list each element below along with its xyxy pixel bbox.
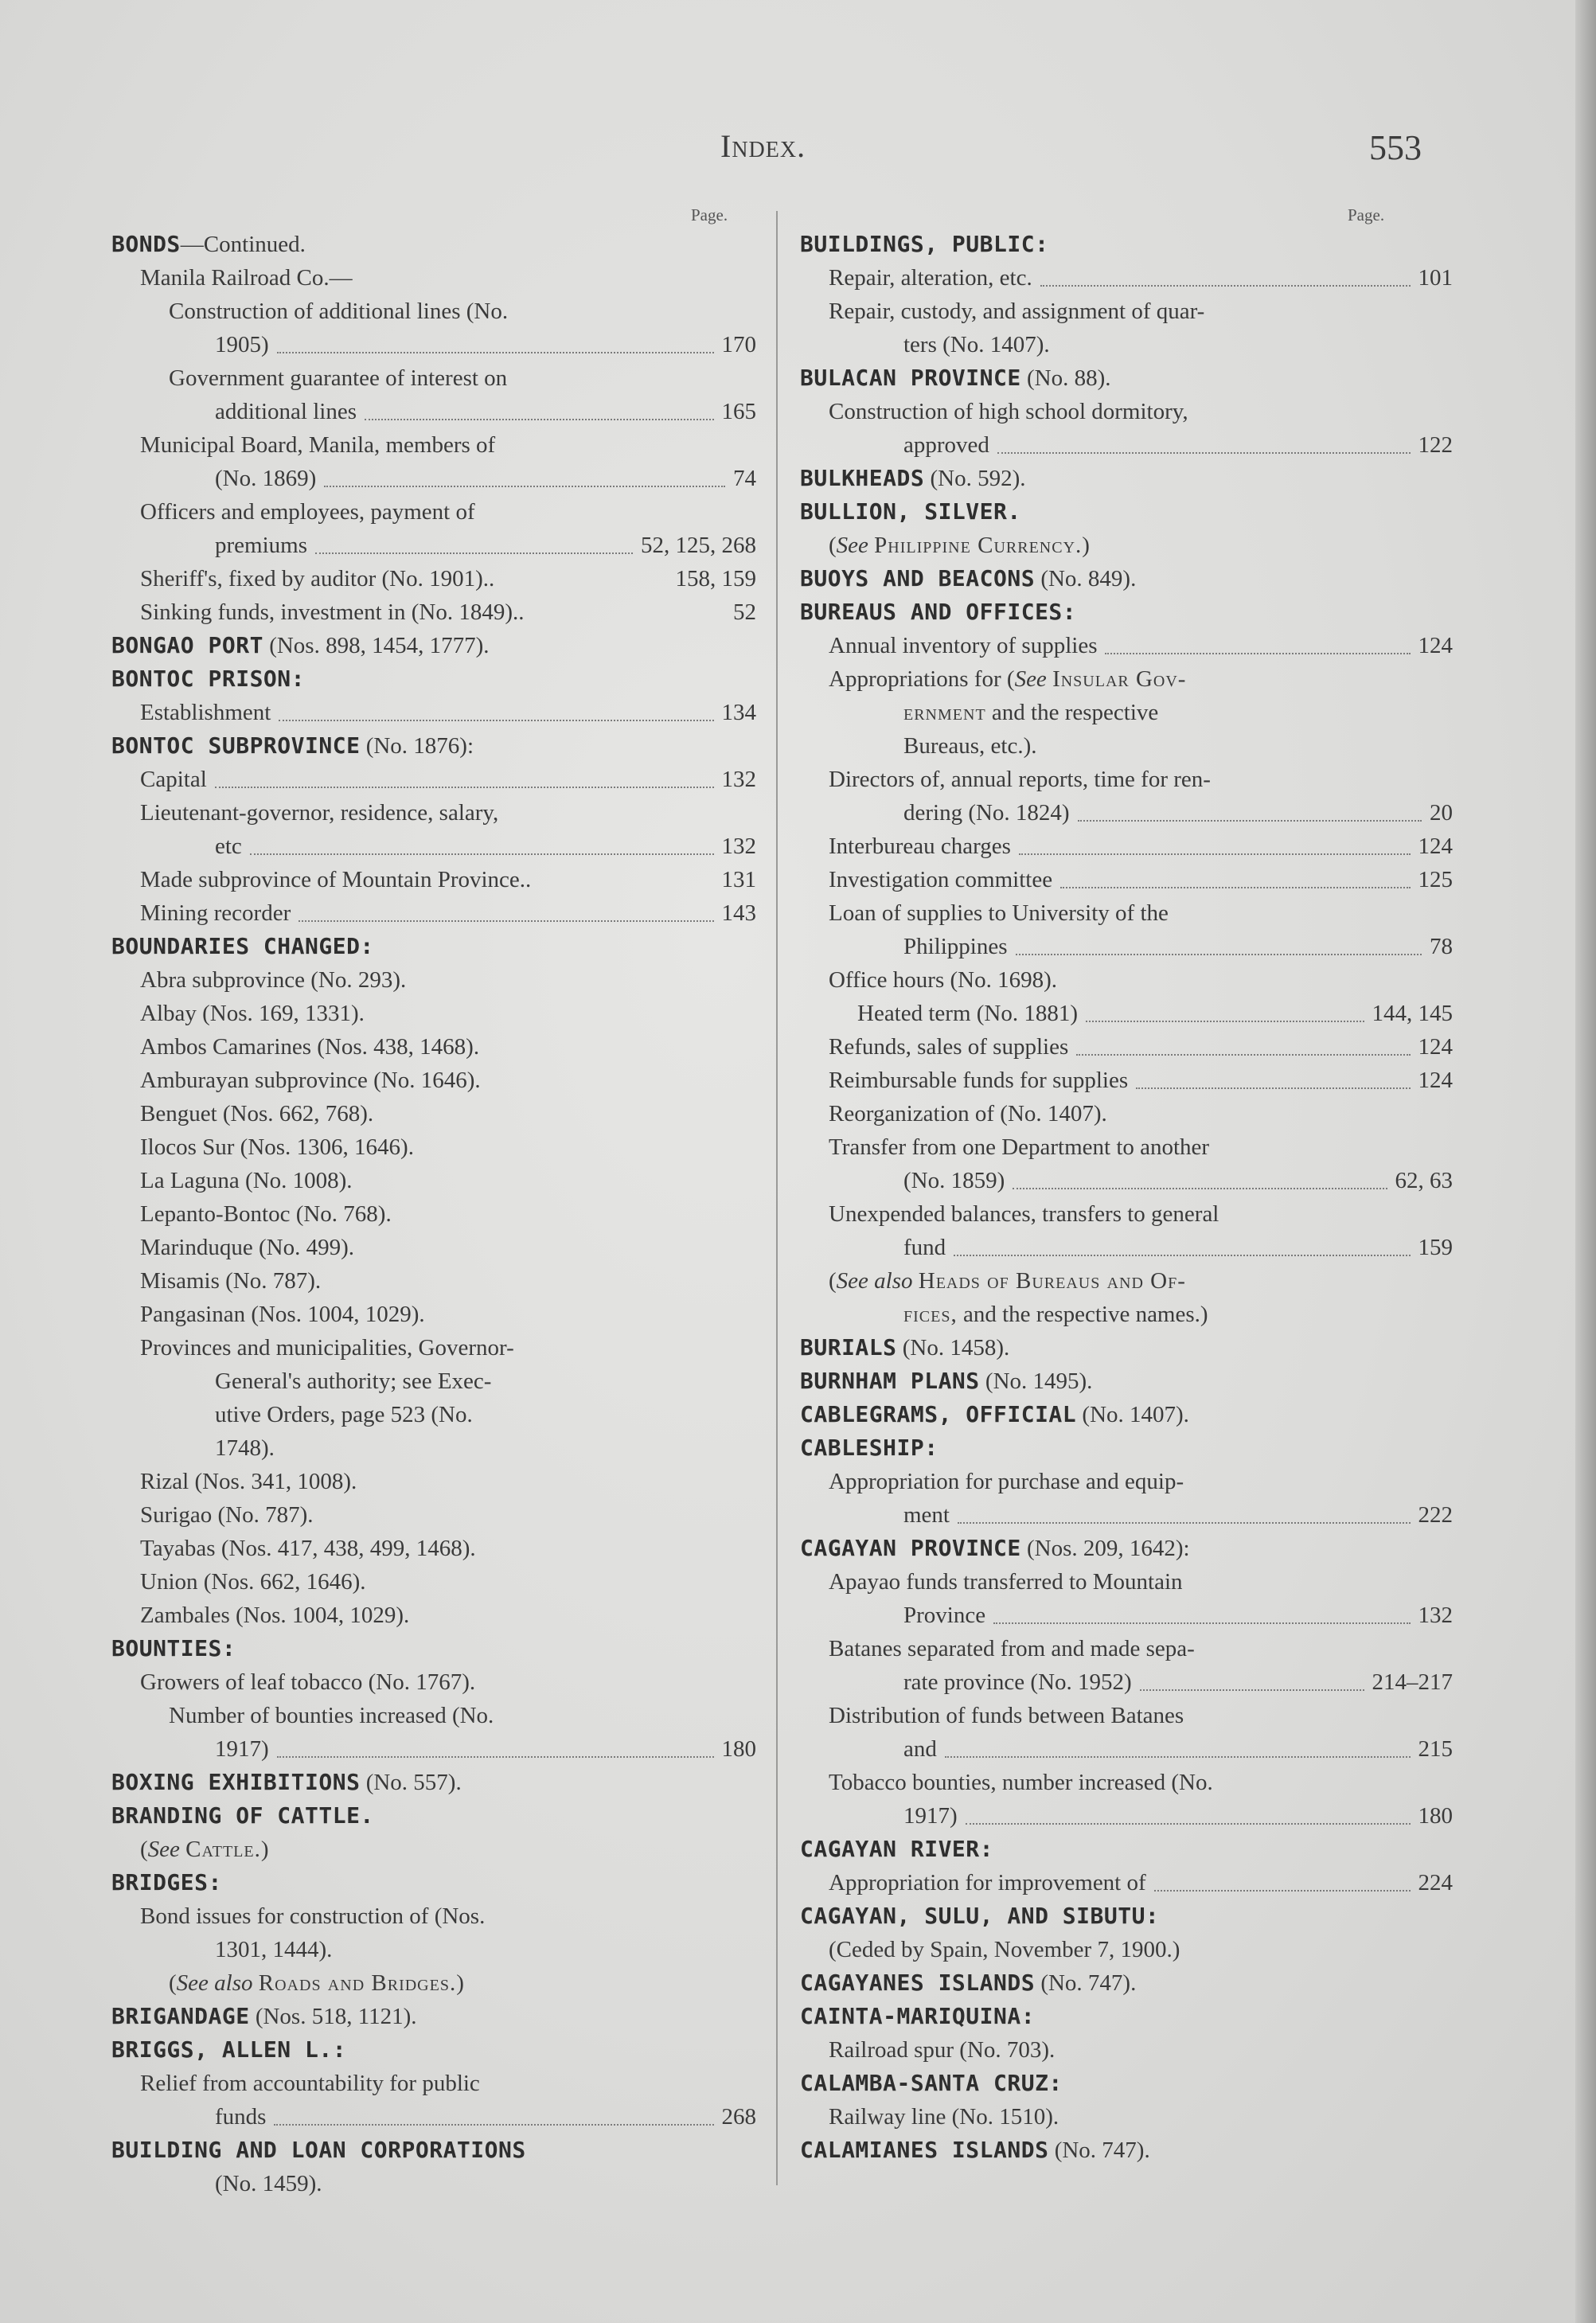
index-subentry: premiums 52, 125, 268 xyxy=(215,533,756,558)
index-subentry: Interbureau charges 124 xyxy=(829,834,1453,859)
index-subentry: Capital 132 xyxy=(140,767,756,792)
index-subentry: (No. 1859) 62, 63 xyxy=(903,1168,1453,1193)
index-subentry: Growers of leaf tobacco (No. 1767). xyxy=(140,1669,476,1695)
index-subentry: Establishment 134 xyxy=(140,700,756,725)
index-subentry: Repair, custody, and assignment of quar- xyxy=(829,299,1205,324)
index-cross-reference: fices, and the respective names.) xyxy=(903,1302,1208,1327)
index-subentry: (No. 1869) 74 xyxy=(215,466,756,491)
index-entry: CAINTA-MARIQUINA: xyxy=(800,2003,1036,2029)
index-subentry: Bond issues for construction of (Nos. xyxy=(140,1903,486,1929)
index-entry: BRIDGES: xyxy=(111,1869,222,1895)
index-entry: BOXING EXHIBITIONS (No. 557). xyxy=(111,1769,462,1795)
index-subentry: Sheriff's, fixed by auditor (No. 1901).. 158, 159 xyxy=(140,566,756,591)
index-entry: BONTOC SUBPROVINCE (No. 1876): xyxy=(111,732,474,759)
index-subentry: 1917) 180 xyxy=(903,1803,1453,1829)
index-subentry: 1301, 1444). xyxy=(215,1937,333,1962)
index-subentry: approved 122 xyxy=(903,432,1453,458)
index-subentry: Repair, alteration, etc. 101 xyxy=(829,265,1453,291)
index-entry: BUREAUS AND OFFICES: xyxy=(800,599,1077,625)
index-subentry: Surigao (No. 787). xyxy=(140,1502,314,1528)
index-subentry: Philippines 78 xyxy=(903,934,1453,959)
index-subentry: utive Orders, page 523 (No. xyxy=(215,1402,473,1427)
index-subentry: 1917) 180 xyxy=(215,1736,756,1762)
index-subentry: Tobacco bounties, number increased (No. xyxy=(829,1770,1213,1795)
index-subentry: Albay (Nos. 169, 1331). xyxy=(140,1001,365,1026)
index-subentry: ernment and the respective xyxy=(903,700,1159,725)
index-entry: BRIGGS, ALLEN L.: xyxy=(111,2036,347,2063)
index-subentry: Mining recorder 143 xyxy=(140,900,756,926)
index-entry: BOUNTIES: xyxy=(111,1635,236,1661)
index-entry: CAGAYAN, SULU, AND SIBUTU: xyxy=(800,1903,1160,1929)
index-subentry: Ilocos Sur (Nos. 1306, 1646). xyxy=(140,1134,414,1160)
index-subentry: Province 132 xyxy=(903,1603,1453,1628)
index-subentry: Refunds, sales of supplies 124 xyxy=(829,1034,1453,1060)
index-subentry: Officers and employees, payment of xyxy=(140,499,475,525)
index-subentry: Ambos Camarines (Nos. 438, 1468). xyxy=(140,1034,480,1060)
index-subentry: Provinces and municipalities, Governor- xyxy=(140,1335,514,1361)
index-entry: BUILDING AND LOAN CORPORATIONS xyxy=(111,2137,526,2163)
index-subentry: Batanes separated from and made sepa- xyxy=(829,1636,1195,1661)
index-entry: BURIALS (No. 1458). xyxy=(800,1334,1010,1361)
index-entry: BRANDING OF CATTLE. xyxy=(111,1802,374,1829)
column-divider xyxy=(776,211,778,2185)
index-subentry: Loan of supplies to University of the xyxy=(829,900,1169,926)
index-subentry: rate province (No. 1952) 214–217 xyxy=(903,1669,1453,1695)
page-edge-shadow xyxy=(1575,0,1596,2323)
index-subentry: Municipal Board, Manila, members of xyxy=(140,432,496,458)
index-subentry: Appropriation for purchase and equip- xyxy=(829,1469,1184,1494)
index-subentry: (No. 1459). xyxy=(215,2171,322,2196)
index-subentry: Investigation committee 125 xyxy=(829,867,1453,892)
index-subentry: Apayao funds transferred to Mountain xyxy=(829,1569,1183,1595)
index-subentry: Number of bounties increased (No. xyxy=(169,1703,494,1728)
index-subentry: Transfer from one Department to another xyxy=(829,1134,1210,1160)
index-subentry: Directors of, annual reports, time for ren- xyxy=(829,767,1211,792)
index-cross-reference: (See also Heads of Bureaus and Of- xyxy=(829,1268,1186,1294)
index-subentry: funds 268 xyxy=(215,2104,756,2130)
index-entry: BONGAO PORT (Nos. 898, 1454, 1777). xyxy=(111,632,490,658)
left-column-page-label: Page. xyxy=(691,205,728,224)
index-subentry: Lieutenant-governor, residence, salary, xyxy=(140,800,499,826)
index-entry: CALAMIANES ISLANDS (No. 747). xyxy=(800,2137,1150,2163)
index-entry: CAGAYAN RIVER: xyxy=(800,1836,994,1862)
index-subentry: Manila Railroad Co.— xyxy=(140,265,353,291)
index-subentry: Reorganization of (No. 1407). xyxy=(829,1101,1107,1126)
index-subentry: Zambales (Nos. 1004, 1029). xyxy=(140,1603,410,1628)
index-entry: BUOYS AND BEACONS (No. 849). xyxy=(800,565,1137,591)
right-index-column xyxy=(800,228,1453,2167)
index-cross-reference: (See also Roads and Bridges.) xyxy=(169,1970,464,1996)
index-subentry: Amburayan subprovince (No. 1646). xyxy=(140,1068,481,1093)
index-subentry: ters (No. 1407). xyxy=(903,332,1050,357)
index-subentry: Bureaus, etc.). xyxy=(903,733,1037,759)
running-head-title: Index. xyxy=(720,128,806,164)
index-subentry: La Laguna (No. 1008). xyxy=(140,1168,353,1193)
index-subentry: Made subprovince of Mountain Province.. 131 xyxy=(140,867,756,892)
index-entry: BUILDINGS, PUBLIC: xyxy=(800,231,1049,257)
index-subentry: (Ceded by Spain, November 7, 1900.) xyxy=(829,1937,1180,1962)
index-subentry: 1905) 170 xyxy=(215,332,756,357)
index-subentry: Construction of high school dormitory, xyxy=(829,399,1188,424)
index-entry: CAGAYAN PROVINCE (Nos. 209, 1642): xyxy=(800,1535,1190,1561)
index-subentry: Union (Nos. 662, 1646). xyxy=(140,1569,366,1595)
index-entry: BONDS—Continued. xyxy=(111,231,306,257)
index-subentry: Abra subprovince (No. 293). xyxy=(140,967,407,993)
index-subentry: Tayabas (Nos. 417, 438, 499, 1468). xyxy=(140,1536,476,1561)
index-subentry: etc 132 xyxy=(215,834,756,859)
index-entry: CAGAYANES ISLANDS (No. 747). xyxy=(800,1970,1137,1996)
index-entry: BURNHAM PLANS (No. 1495). xyxy=(800,1368,1093,1394)
index-subentry: Pangasinan (Nos. 1004, 1029). xyxy=(140,1302,425,1327)
index-entry: BULKHEADS (No. 592). xyxy=(800,465,1026,491)
index-subentry: fund 159 xyxy=(903,1235,1453,1260)
index-entry: CALAMBA-SANTA CRUZ: xyxy=(800,2070,1063,2096)
index-subentry: Appropriation for improvement of 224 xyxy=(829,1870,1453,1895)
index-subentry: Lepanto-Bontoc (No. 768). xyxy=(140,1201,392,1227)
index-subentry: Unexpended balances, transfers to general xyxy=(829,1201,1219,1227)
right-column-page-label: Page. xyxy=(1348,205,1385,224)
index-entry: BULACAN PROVINCE (No. 88). xyxy=(800,365,1111,391)
index-entry: BOUNDARIES CHANGED: xyxy=(111,933,374,959)
index-subentry: Railway line (No. 1510). xyxy=(829,2104,1059,2130)
index-subentry: Sinking funds, investment in (No. 1849).. 52 xyxy=(140,599,756,625)
index-subentry: Appropriations for (See Insular Gov- xyxy=(829,666,1187,692)
page-number: 553 xyxy=(1369,128,1422,167)
index-entry: BRIGANDAGE (Nos. 518, 1121). xyxy=(111,2003,417,2029)
index-subentry: Benguet (Nos. 662, 768). xyxy=(140,1101,374,1126)
index-cross-reference: (See Philippine Currency.) xyxy=(829,533,1090,558)
index-subentry: Office hours (No. 1698). xyxy=(829,967,1057,993)
index-subentry: Railroad spur (No. 703). xyxy=(829,2037,1056,2063)
index-subentry: 1748). xyxy=(215,1435,275,1461)
index-subentry: Relief from accountability for public xyxy=(140,2071,480,2096)
index-subentry: Distribution of funds between Batanes xyxy=(829,1703,1184,1728)
index-entry: BONTOC PRISON: xyxy=(111,666,306,692)
index-subentry: General's authority; see Exec- xyxy=(215,1368,492,1394)
index-subentry: Marinduque (No. 499). xyxy=(140,1235,355,1260)
index-entry: BULLION, SILVER. xyxy=(800,498,1021,525)
index-subentry: additional lines 165 xyxy=(215,399,756,424)
index-subentry: Construction of additional lines (No. xyxy=(169,299,509,324)
index-subentry: Government guarantee of interest on xyxy=(169,365,508,391)
index-subentry: Reimbursable funds for supplies 124 xyxy=(829,1068,1453,1093)
index-cross-reference: (See Cattle.) xyxy=(140,1837,269,1862)
index-subentry: Rizal (Nos. 341, 1008). xyxy=(140,1469,357,1494)
index-subentry: and 215 xyxy=(903,1736,1453,1762)
index-entry: CABLESHIP: xyxy=(800,1435,938,1461)
index-subentry: Misamis (No. 787). xyxy=(140,1268,322,1294)
index-entry: CABLEGRAMS, OFFICIAL (No. 1407). xyxy=(800,1401,1189,1427)
index-subentry: ment 222 xyxy=(903,1502,1453,1528)
left-index-column xyxy=(111,228,756,2200)
index-subentry: Annual inventory of supplies 124 xyxy=(829,633,1453,658)
index-subentry: dering (No. 1824) 20 xyxy=(903,800,1453,826)
index-subentry: Heated term (No. 1881) 144, 145 xyxy=(857,1001,1453,1026)
